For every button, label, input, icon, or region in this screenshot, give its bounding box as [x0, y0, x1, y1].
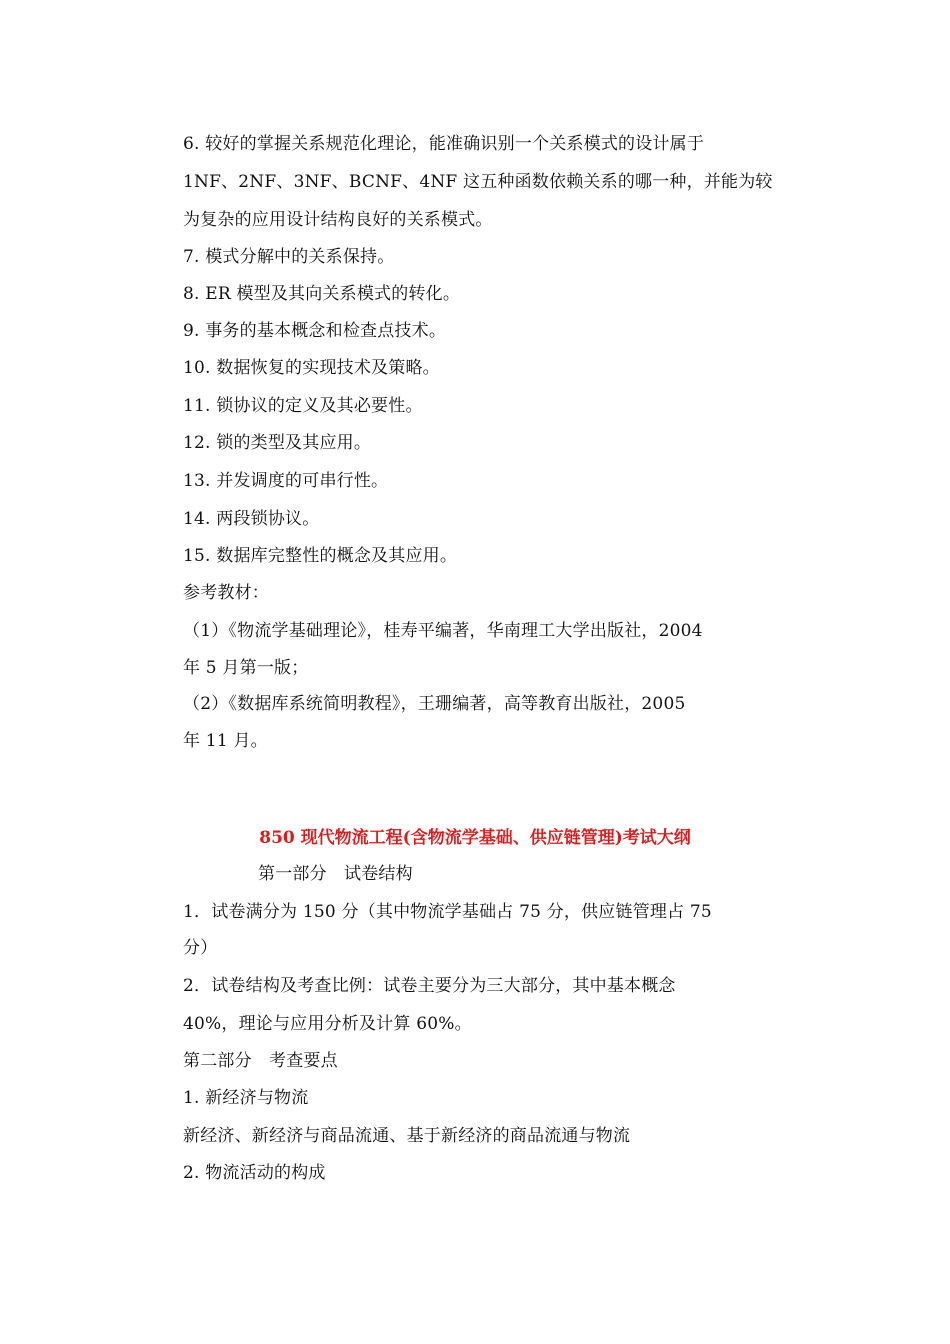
reference-2-line-2: 年 11 月。 — [183, 731, 268, 751]
item-6-line-2: 1NF、2NF、3NF、BCNF、4NF 这五种函数依赖关系的哪一种，并能为较 — [183, 172, 773, 192]
point-1-heading: 1. 新经济与物流 — [183, 1088, 309, 1108]
item-13: 13. 并发调度的可串行性。 — [183, 471, 389, 491]
point-2-heading: 2. 物流活动的构成 — [183, 1163, 326, 1183]
structure-item-1-line-1: 1．试卷满分为 150 分（其中物流学基础占 75 分，供应链管理占 75 — [183, 902, 712, 922]
part-one-heading: 第一部分 试卷结构 — [258, 864, 413, 884]
reference-heading: 参考教材： — [183, 583, 269, 603]
reference-2-line-1: （2）《数据库系统简明教程》，王珊编著，高等教育出版社，2005 — [183, 694, 686, 714]
item-14: 14. 两段锁协议。 — [183, 509, 320, 529]
item-12: 12. 锁的类型及其应用。 — [183, 433, 372, 453]
exam-outline-title: 850 现代物流工程(含物流学基础、供应链管理)考试大纲 — [259, 828, 691, 848]
part-two-heading: 第二部分 考查要点 — [183, 1051, 338, 1071]
item-15: 15. 数据库完整性的概念及其应用。 — [183, 546, 458, 566]
point-1-content: 新经济、新经济与商品流通、基于新经济的商品流通与物流 — [183, 1126, 631, 1146]
item-6-line-3: 为复杂的应用设计结构良好的关系模式。 — [183, 210, 493, 230]
item-7: 7. 模式分解中的关系保持。 — [183, 247, 395, 267]
structure-item-1-line-2: 分） — [183, 938, 218, 958]
structure-item-2-line-2: 40%，理论与应用分析及计算 60%。 — [183, 1014, 472, 1034]
reference-1-line-1: （1）《物流学基础理论》，桂寿平编著，华南理工大学出版社，2004 — [183, 621, 703, 641]
item-6-line-1: 6. 较好的掌握关系规范化理论，能准确识别一个关系模式的设计属于 — [183, 134, 705, 154]
item-10: 10. 数据恢复的实现技术及策略。 — [183, 358, 440, 378]
item-9: 9. 事务的基本概念和检查点技术。 — [183, 321, 447, 341]
reference-1-line-2: 年 5 月第一版； — [183, 658, 309, 678]
item-11: 11. 锁协议的定义及其必要性。 — [183, 396, 423, 416]
structure-item-2-line-1: 2．试卷结构及考查比例：试卷主要分为三大部分，其中基本概念 — [183, 976, 676, 996]
item-8: 8. ER 模型及其向关系模式的转化。 — [183, 284, 461, 304]
